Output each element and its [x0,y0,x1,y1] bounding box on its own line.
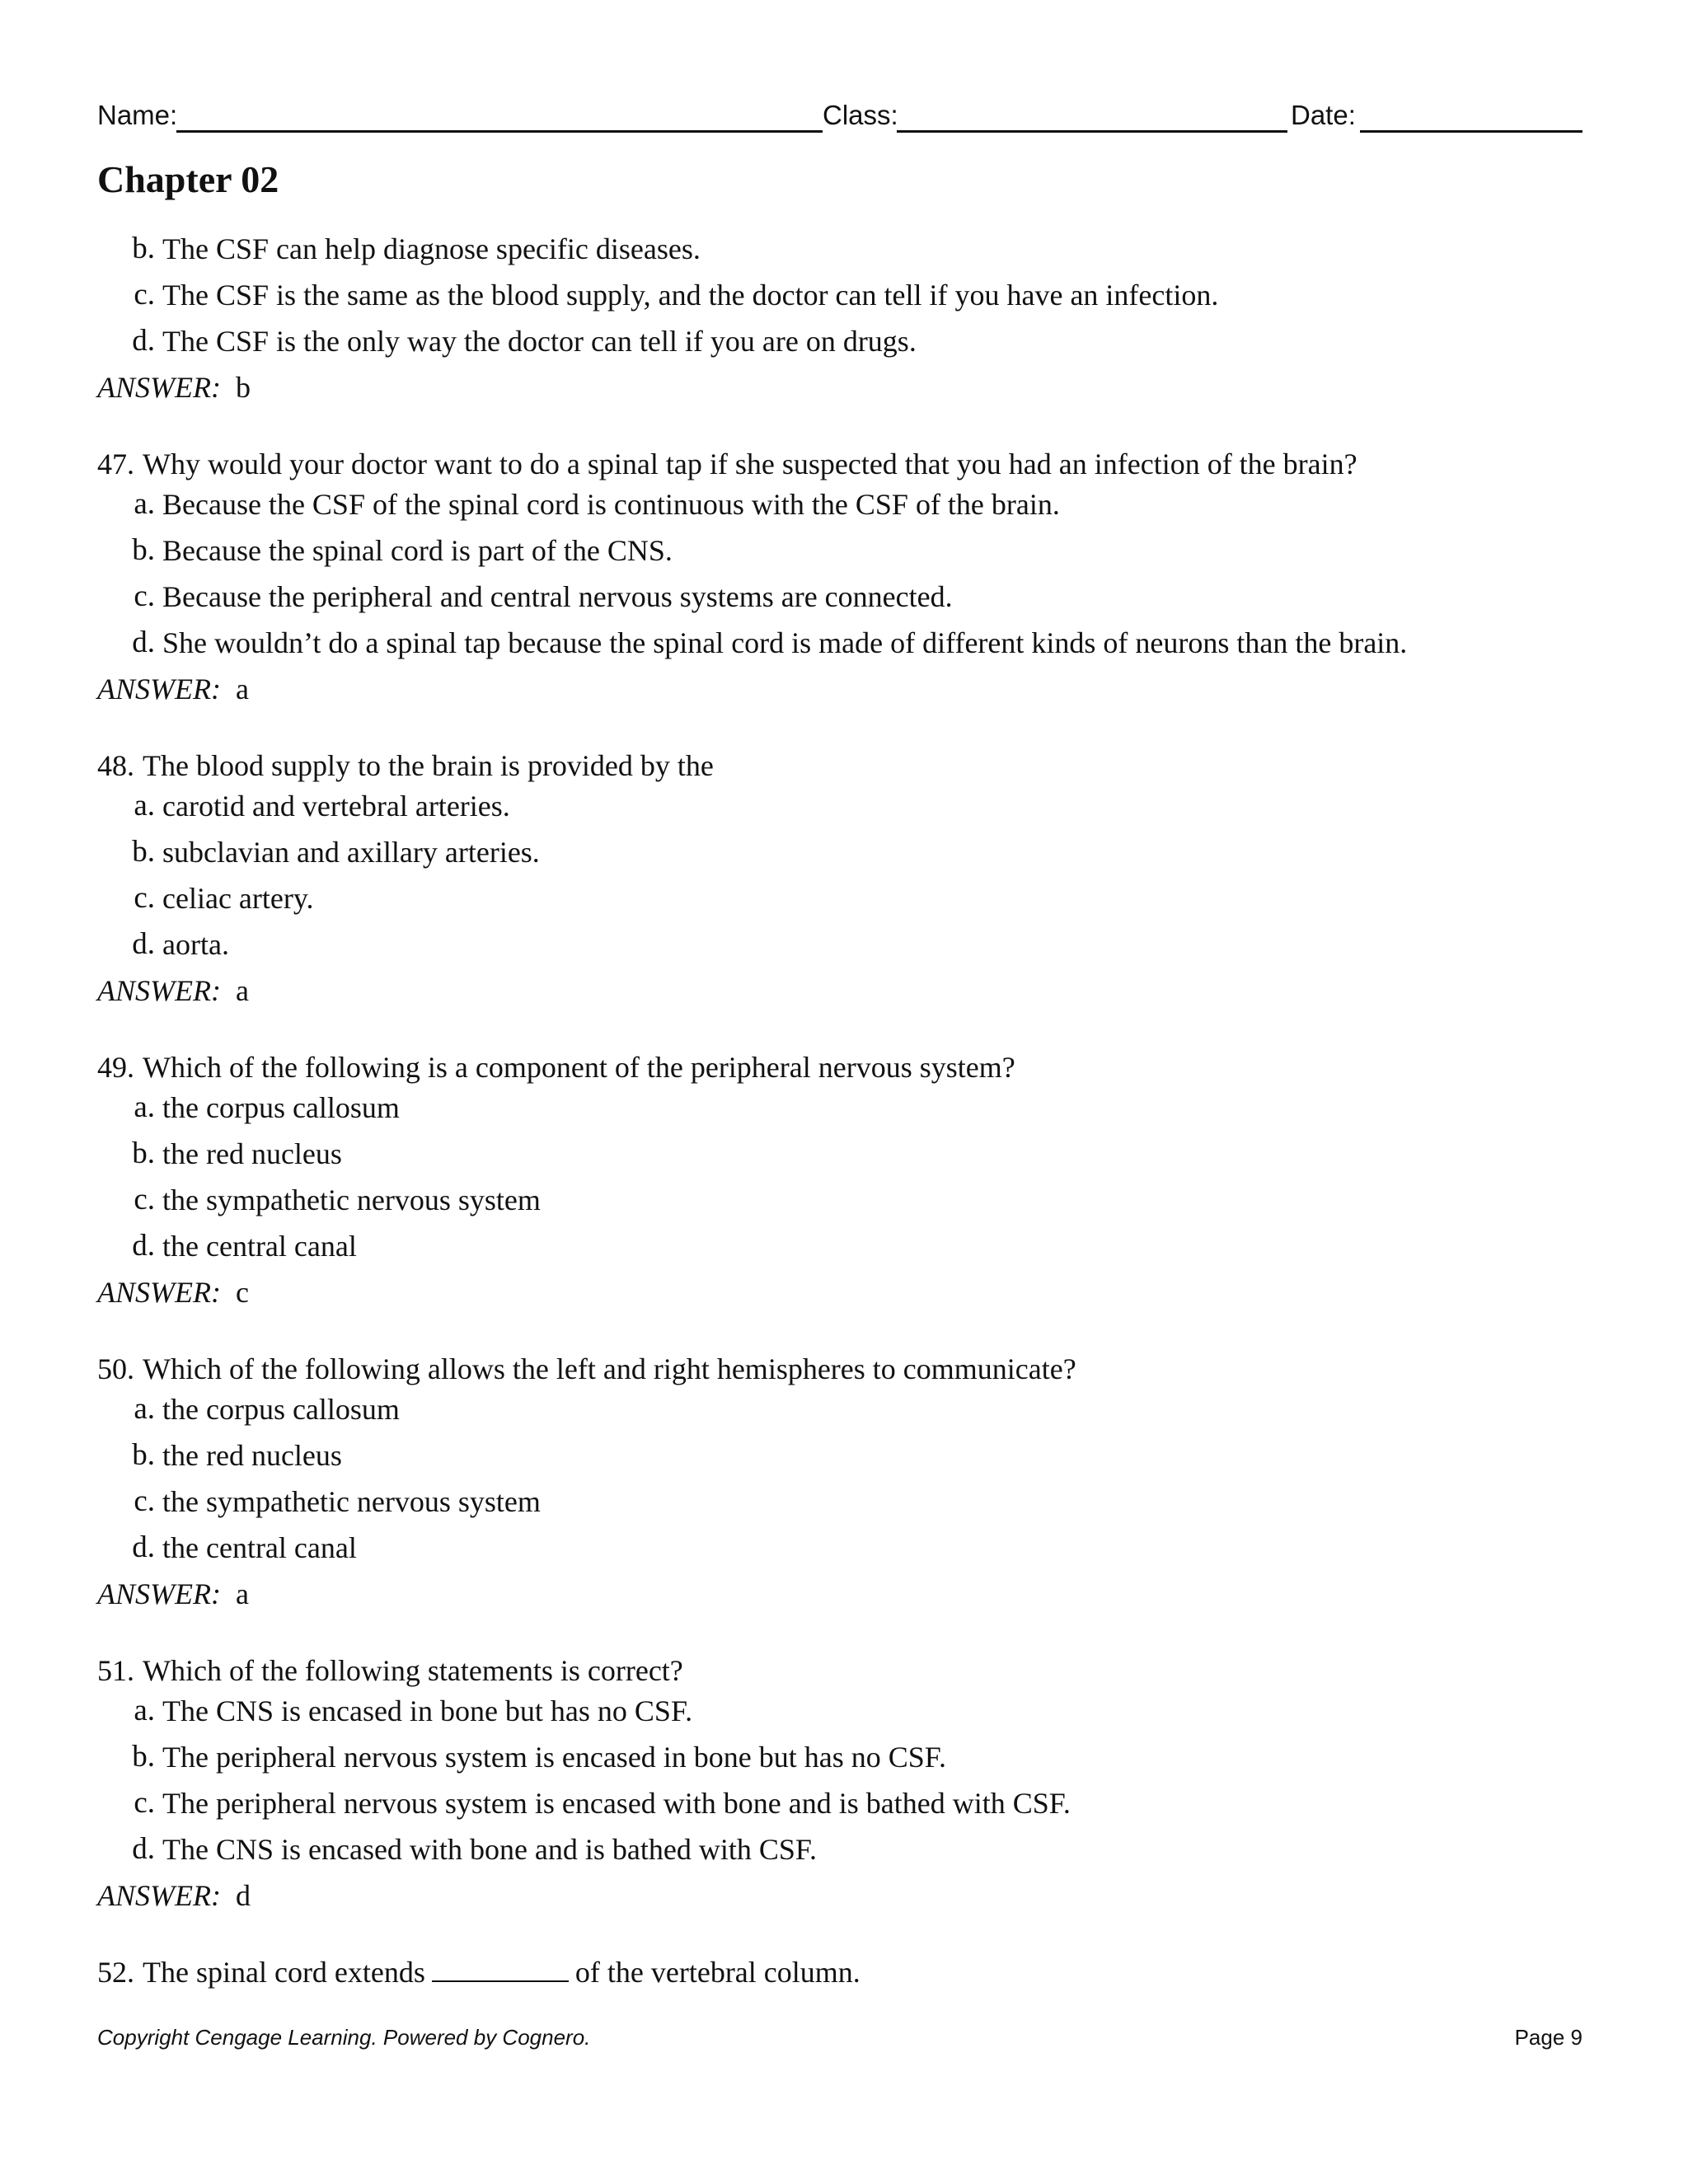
option-text: The CSF can help diagnose specific diseases. [162,232,701,265]
option-row [97,1435,1581,1481]
question-number: 48. [97,749,134,782]
chapter-title: Chapter 02 [97,158,279,200]
option-letter: d. [132,1530,155,1564]
option-text: subclavian and axillary arteries. [162,836,540,869]
question-number: 50. [97,1352,134,1385]
option-text: the central canal [162,1531,357,1564]
option-row [97,1133,1581,1179]
question-item [97,444,1581,715]
answer-label: ANSWER: [97,974,221,1007]
answer-label: ANSWER: [97,1276,221,1309]
option-letter: b. [132,1438,155,1472]
option-text: the corpus callosum [162,1091,400,1124]
option-row [97,530,1581,576]
answer-row [97,1875,1581,1921]
option-letter: d. [132,1229,155,1263]
option-letter: b. [132,835,155,869]
option-text: celiac artery. [162,882,314,915]
option-text: The CSF is the same as the blood supply, and the doctor can tell if you have an infection. [162,279,1219,312]
option-row [97,228,1581,274]
option-row [97,832,1581,878]
answer-row [97,1272,1581,1318]
question-text: Why would your doctor want to do a spinal tap if she suspected that you had an infection of the brain? [143,448,1357,480]
question-item [97,1047,1581,1318]
name-label: Name: [97,100,178,130]
question-stem [97,1952,1581,1992]
option-row [97,1829,1581,1875]
option-text: The CNS is encased with bone and is bathed with CSF. [162,1833,818,1866]
fill-in-blank [432,1956,569,1982]
answer-label: ANSWER: [97,1879,221,1912]
option-letter: a. [134,1090,155,1124]
question-text-after-blank: of the vertebral column. [574,1956,860,1989]
option-letter: c. [134,1786,155,1820]
option-text: the sympathetic nervous system [162,1183,541,1216]
option-row [97,321,1581,367]
question-text: The blood supply to the brain is provided by the [143,749,714,782]
option-row [97,484,1581,530]
option-row [97,576,1581,622]
option-row [97,1179,1581,1226]
page-number: Page 9 [1514,2025,1582,2050]
option-row [97,1226,1581,1272]
copyright-text: Copyright Cengage Learning. Powered by Cognero. [97,2025,591,2050]
option-text: The peripheral nervous system is encased with bone and is bathed with CSF. [162,1787,1071,1820]
option-letter: c. [134,579,155,613]
option-text: She wouldn’t do a spinal tap because the spinal cord is made of different kinds of neurons than the brain. [162,626,1408,659]
option-letter: b. [132,1740,155,1774]
option-text: the corpus callosum [162,1393,400,1426]
option-letter: c. [134,881,155,915]
answer-label: ANSWER: [97,673,221,705]
option-letter: d. [132,1832,155,1866]
option-letter: a. [134,1392,155,1426]
option-row [97,785,1581,832]
answer-row [97,668,1581,715]
continued-question [97,228,1581,413]
option-letter: b. [132,533,155,567]
option-letter: a. [134,1694,155,1727]
option-letter: b. [132,1137,155,1170]
question-item [97,1952,1581,1992]
option-letter: c. [134,1484,155,1518]
option-row [97,1527,1581,1573]
question-stem [97,1349,1581,1389]
date-label: Date: [1291,100,1356,130]
option-row [97,878,1581,924]
option-row [97,1389,1581,1435]
option-row [97,924,1581,970]
option-row [97,622,1581,668]
option-text: the central canal [162,1230,357,1263]
answer-value: a [235,673,249,705]
option-letter: c. [134,1183,155,1216]
name-field-line [176,130,823,133]
option-row [97,1690,1581,1736]
answer-row [97,367,1581,413]
option-text: The CSF is the only way the doctor can tell if you are on drugs. [162,325,917,358]
question-text [143,1952,860,1992]
option-letter: d. [132,626,155,659]
option-letter: a. [134,789,155,823]
answer-value: b [235,371,251,404]
option-letter: d. [132,324,155,358]
option-row [97,274,1581,321]
option-text: Because the CSF of the spinal cord is continuous with the CSF of the brain. [162,488,1060,521]
answer-label: ANSWER: [97,371,221,404]
answer-row [97,1573,1581,1619]
answer-value: c [235,1276,249,1309]
option-text: Because the spinal cord is part of the CNS. [162,534,673,567]
class-label: Class: [823,100,898,130]
question-item [97,1349,1581,1619]
question-item [97,746,1581,1016]
class-field-line [897,130,1287,133]
question-stem [97,746,1581,785]
question-number: 52. [97,1956,134,1989]
option-text: The CNS is encased in bone but has no CSF. [162,1694,693,1727]
question-stem [97,444,1581,484]
question-number: 47. [97,448,134,480]
question-stem [97,1047,1581,1087]
option-row [97,1783,1581,1829]
option-row [97,1481,1581,1527]
option-text: the red nucleus [162,1137,342,1170]
worksheet-header [97,97,1582,134]
option-row [97,1736,1581,1783]
question-text: Which of the following statements is correct? [143,1654,683,1687]
question-number: 51. [97,1654,134,1687]
question-stem [97,1651,1581,1690]
question-list [97,228,1581,1992]
answer-value: d [235,1879,251,1912]
option-text: The peripheral nervous system is encased in bone but has no CSF. [162,1741,946,1774]
option-text: the red nucleus [162,1439,342,1472]
option-text: Because the peripheral and central nervous systems are connected. [162,580,953,613]
answer-row [97,970,1581,1016]
option-letter: b. [132,232,155,265]
answer-label: ANSWER: [97,1577,221,1610]
option-text: aorta. [162,928,229,961]
question-number: 49. [97,1051,134,1084]
answer-value: a [235,974,249,1007]
option-letter: c. [134,278,155,312]
date-field-line [1360,130,1582,133]
answer-value: a [235,1577,249,1610]
question-text-before-blank: The spinal cord extends [143,1956,425,1989]
question-text: Which of the following is a component of the peripheral nervous system? [143,1051,1015,1084]
option-text: the sympathetic nervous system [162,1485,541,1518]
question-item [97,1651,1581,1921]
option-letter: a. [134,487,155,521]
question-text: Which of the following allows the left and right hemispheres to communicate? [143,1352,1076,1385]
page-footer [97,2021,1582,2054]
option-letter: d. [132,927,155,961]
option-text: carotid and vertebral arteries. [162,790,510,823]
option-row [97,1087,1581,1133]
